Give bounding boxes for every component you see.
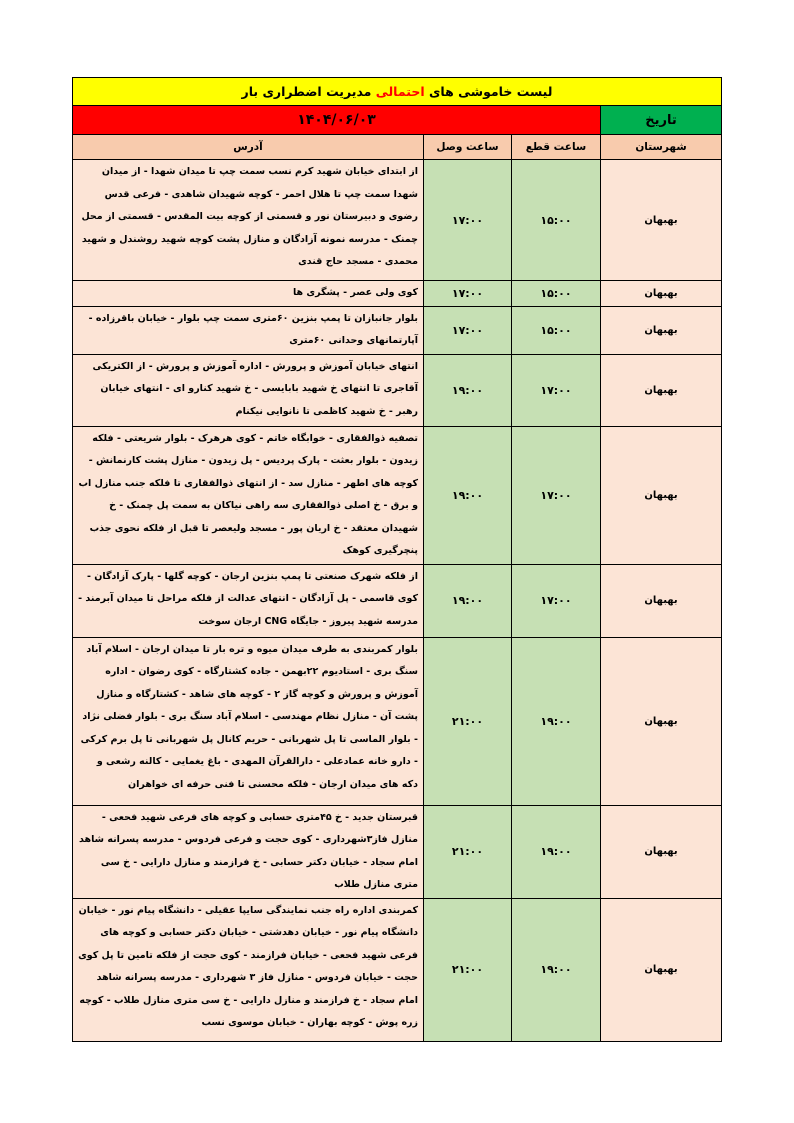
- header-city: شهرستان: [601, 135, 722, 160]
- row-connect-time: ۱۹:۰۰: [424, 426, 512, 564]
- title-suffix: مدیریت اضطراری بار: [241, 84, 372, 99]
- row-address: از ابتدای خیابان شهید کرم نسب سمت چپ تا میدان شهدا - از میدان شهدا سمت چپ تا هلال احمر - کوچه شهیدان شاهدی - فرعی قدس رضوی و دبیرستان نور و قسمتی از کوچه بیت المقدس - قسمتی از محل چمنک - مدرسه نمونه آزادگان و منازل پشت کوچه شهید روشندل و شهید محمدی - مسجد حاج قندی: [73, 160, 424, 281]
- row-connect-time: ۱۷:۰۰: [424, 281, 512, 307]
- row-cut-time: ۱۵:۰۰: [512, 306, 601, 354]
- date-label: تاریخ: [601, 106, 722, 135]
- row-address: انتهای خیابان آموزش و پرورش - اداره آموزش و پرورش - از الکتریکی آقاجری تا انتهای خ شهید بابایسی - خ شهید کنارو ای - انتهای خیابان رهبر - خ شهید کاظمی تا نانوایی نیکنام: [73, 354, 424, 426]
- table-row: [73, 805, 722, 898]
- row-city: بهبهان: [601, 160, 722, 281]
- header-row: [73, 135, 722, 160]
- row-city: بهبهان: [601, 898, 722, 1041]
- title-highlight: احتمالی: [375, 84, 425, 99]
- table-row: [73, 281, 722, 307]
- row-city: بهبهان: [601, 281, 722, 307]
- row-address: کوی ولی عصر - پشگری ها: [73, 281, 424, 307]
- row-cut-time: ۱۷:۰۰: [512, 354, 601, 426]
- row-connect-time: ۲۱:۰۰: [424, 898, 512, 1041]
- row-cut-time: ۱۷:۰۰: [512, 426, 601, 564]
- row-address: کمربندی اداره راه جنب نمایندگی سایپا عقیلی - دانشگاه پیام نور - خیابان دانشگاه پیام نور - خیابان دهدشتی - خیابان دکتر حسابی و کوچه های فرعی شهید فحعی - خیابان فرازمند - کوی حجت از فلکه تامین تا پل کوی حجت - خیابان فردوس - منازل فاز ۳ شهرداری - مدرسه پسرانه شاهد امام سجاد - خ فرازمند و منازل دارایی - خ سی متری منازل طلاب - کوچه زره پوش - کوچه بهاران - خیابان موسوی نسب: [73, 898, 424, 1041]
- table-title: [73, 78, 722, 106]
- row-city: بهبهان: [601, 306, 722, 354]
- row-address: قبرستان جدید - خ ۴۵متری حسابی و کوچه های فرعی شهید فحعی - منازل فاز۳شهرداری - کوی حجت و فرعی فردوس - مدرسه پسرانه شاهد امام سجاد - خیابان دکتر حسابی - خ فرازمند و منازل دارایی - خ سی متری منازل طلاب: [73, 805, 424, 898]
- row-address: از فلکه شهرک صنعتی تا پمپ بنزین ارجان - کوچه گلها - پارک آزادگان - کوی قاسمی - پل آزادگان - انتهای عدالت از فلکه مراحل تا میدان آبرمند - مدرسه شهید پیروز - جایگاه CNG ارجان سوخت: [73, 564, 424, 637]
- row-city: بهبهان: [601, 354, 722, 426]
- row-connect-time: ۲۱:۰۰: [424, 637, 512, 805]
- table-row: [73, 160, 722, 281]
- row-connect-time: ۲۱:۰۰: [424, 805, 512, 898]
- row-connect-time: ۱۹:۰۰: [424, 354, 512, 426]
- row-connect-time: ۱۹:۰۰: [424, 564, 512, 637]
- row-city: بهبهان: [601, 564, 722, 637]
- title-prefix: لیست خاموشی های: [428, 84, 553, 99]
- row-city: بهبهان: [601, 805, 722, 898]
- row-cut-time: ۱۹:۰۰: [512, 637, 601, 805]
- row-cut-time: ۱۹:۰۰: [512, 898, 601, 1041]
- row-city: بهبهان: [601, 426, 722, 564]
- table-row: [73, 354, 722, 426]
- table-row: [73, 564, 722, 637]
- date-value: ۱۴۰۴/۰۶/۰۳: [73, 106, 601, 135]
- table-row: [73, 306, 722, 354]
- row-address: تصفیه ذوالفقاری - خوابگاه خاتم - کوی هرهرک - بلوار شریعتی - فلکه زیدون - بلوار بعثت - پارک پردیس - پل زیدون - منازل پشت کارنمانش - کوچه های اطهر - منازل سد - از انتهای ذوالفقاری تا فلکه جنب منازل اب و برق - خ اصلی ذوالفقاری سه راهی نیاکان به سمت پل چمنک - خ شهیدان معتقد - خ اریان پور - مسجد ولیعصر تا قبل از فلکه نحوی جذب پنچرگیری کوهک: [73, 426, 424, 564]
- row-cut-time: ۱۷:۰۰: [512, 564, 601, 637]
- table-row: [73, 898, 722, 1041]
- row-connect-time: ۱۷:۰۰: [424, 306, 512, 354]
- row-city: بهبهان: [601, 637, 722, 805]
- row-cut-time: ۱۵:۰۰: [512, 160, 601, 281]
- header-connect-time: ساعت وصل: [424, 135, 512, 160]
- table-row: [73, 426, 722, 564]
- outage-sheet: [72, 77, 721, 1042]
- row-address: بلوار جانبازان تا پمپ بنزین ۶۰متری سمت چپ بلوار - خیابان باقرزاده - آپارتمانهای وحدانی ۶۰متری: [73, 306, 424, 354]
- outage-table: [72, 77, 722, 1042]
- header-cut-time: ساعت قطع: [512, 135, 601, 160]
- table-row: [73, 637, 722, 805]
- row-cut-time: ۱۹:۰۰: [512, 805, 601, 898]
- title-row: [73, 78, 722, 106]
- header-address: آدرس: [73, 135, 424, 160]
- row-address: بلوار کمربندی به طرف میدان میوه و تره بار تا میدان ارجان - اسلام آباد سنگ بری - استادیوم ۲۲بهمن - جاده کشتارگاه - کوی رضوان - اداره آموزش و پرورش و کوچه گاز ۲ - کوچه های شاهد - کشتارگاه و منازل پشت آن - منازل نظام مهندسی - اسلام آباد سنگ بری - بلوار فضلی نژاد - بلوار الماسی تا پل شهربانی - حریم کانال پل شهربانی تا پل برم کرکی - دارو خانه عمادعلی - دارالقرآن المهدی - باغ یغمایی - کالنه رشعی و دکه های میدان ارجان - فلکه محسنی تا فنی حرفه ای خواهران: [73, 637, 424, 805]
- row-cut-time: ۱۵:۰۰: [512, 281, 601, 307]
- date-row: [73, 106, 722, 135]
- row-connect-time: ۱۷:۰۰: [424, 160, 512, 281]
